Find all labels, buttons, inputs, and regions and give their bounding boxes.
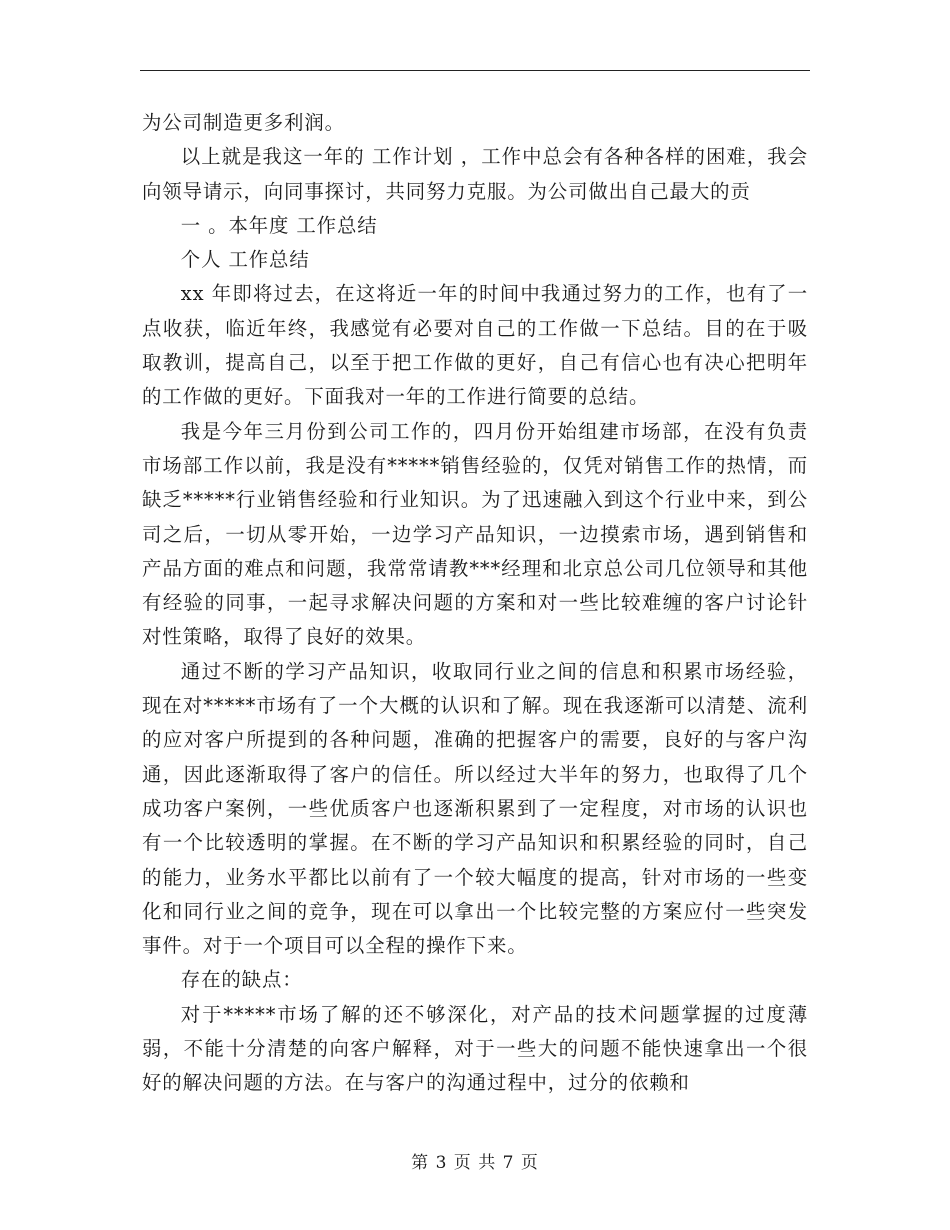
paragraph-intro: xx 年即将过去，在这将近一年的时间中我通过努力的工作，也有了一点收获，临近年终，我感觉有必要对自己的工作做一下总结。目的在于吸取教训，提高自己，以至于把工作做的更好，自己有信心也有决心把明年的工作做的更好。下面我对一年的工作进行简要的总结。	[142, 282, 808, 409]
paragraph-shortcomings: 对于*****市场了解的还不够深化，对产品的技术问题掌握的过度薄弱，不能十分清楚的向客户解释，对于一些大的问题不能快速拿出一个很好的解决问题的方法。在与客户的沟通过程中，过分的依赖和	[142, 1002, 808, 1095]
paragraph-progress: 通过不断的学习产品知识，收取同行业之间的信息和积累市场经验，现在对*****市场有了一个大概的认识和了解。现在我逐渐可以清楚、流利的应对客户所提到的各种问题，准确的把握客户的需要，良好的与客户沟通，因此逐渐取得了客户的信任。所以经过大半年的努力，也取得了几个成功客户案例，一些优质客户也逐渐积累到了一定程度，对市场的认识也有一个比较透明的掌握。在不断的学习产品知识和积累经验的同时，自己的能力，业务水平都比以前有了一个较大幅度的提高，针对市场的一些变化和同行业之间的竞争，现在可以拿出一个比较完整的方案应付一些突发事件。对于一个项目可以全程的操作下来。	[142, 659, 808, 958]
document-body	[142, 106, 808, 1101]
section-heading-annual-summary: 一 。本年度 工作总结	[180, 213, 378, 237]
page-number-footer: 第 3 页 共 7 页	[411, 1153, 539, 1173]
header-rule	[140, 70, 810, 71]
paragraph-continuation: 为公司制造更多利润。	[142, 111, 345, 134]
paragraph-background: 我是今年三月份到公司工作的，四月份开始组建市场部，在没有负责市场部工作以前，我是没有*****销售经验的，仅凭对销售工作的热情，而缺乏*****行业销售经验和行业知识。为了迅速融入到这个行业中来，到公司之后，一切从零开始，一边学习产品知识，一边摸索市场，遇到销售和产品方面的难点和问题，我常常请教***经理和北京总公司几位领导和其他有经验的同事，一起寻求解决问题的方案和对一些比较难缠的客户讨论针对性策略，取得了良好的效果。	[142, 419, 808, 649]
paragraph-work-plan-closing: 以上就是我这一年的 工作计划 ，工作中总会有各种各样的困难，我会向领导请示，向同事探讨，共同努力克服。为公司做出自己最大的贡	[142, 145, 808, 203]
section-heading-shortcomings: 存在的缺点：	[180, 968, 303, 992]
section-heading-personal-summary: 个人 工作总结	[180, 248, 310, 272]
